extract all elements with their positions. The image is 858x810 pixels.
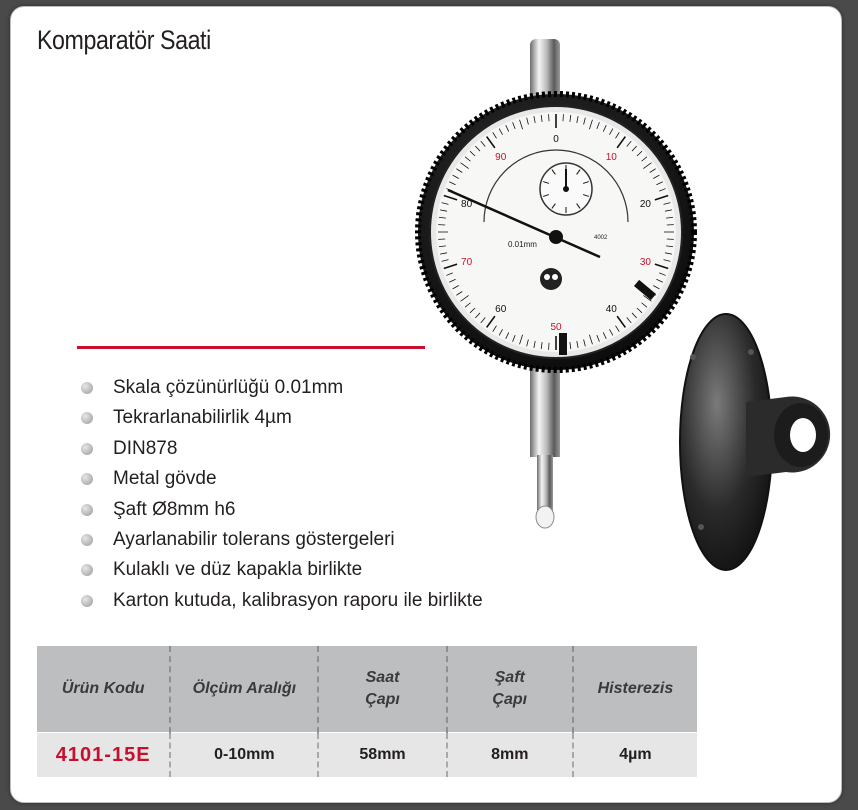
- grey-dot-icon: [81, 564, 93, 576]
- dial-number: 70: [461, 257, 473, 269]
- page-title: Komparatör Saati: [37, 25, 211, 55]
- cell-dial-diameter: 58mm: [318, 733, 446, 778]
- back-cover: [680, 314, 830, 570]
- dial-number: 10: [605, 151, 617, 163]
- dial-number: 60: [495, 304, 507, 316]
- grey-dot-icon: [81, 443, 93, 455]
- list-item: Kulaklı ve düz kapakla birlikte: [81, 555, 483, 585]
- dial-range-label: 0.01mm: [508, 240, 537, 249]
- list-item: Skala çözünürlüğü 0.01mm: [81, 373, 483, 403]
- grey-dot-icon: [81, 534, 93, 546]
- cell-product-code: 4101-15E: [37, 733, 170, 778]
- header-hysteresis: Histerezis: [573, 646, 697, 733]
- list-item: Tekrarlanabilirlik 4µm: [81, 403, 483, 433]
- feature-list: [81, 373, 483, 616]
- grey-dot-icon: [81, 382, 93, 394]
- grey-dot-icon: [81, 473, 93, 485]
- grey-dot-icon: [81, 412, 93, 424]
- dial-number: 80: [461, 198, 473, 210]
- list-item: Şaft Ø8mm h6: [81, 495, 483, 525]
- header-shaft-diameter: Şaft Çapı: [447, 646, 573, 733]
- header-dial-diameter: Saat Çapı: [318, 646, 446, 733]
- dial-number: 0: [553, 134, 559, 145]
- dial-number: 90: [495, 151, 507, 163]
- owl-logo-icon: [540, 268, 562, 290]
- grey-dot-icon: [81, 504, 93, 516]
- tolerance-marker: [559, 333, 567, 355]
- header-measuring-range: Ölçüm Aralığı: [170, 646, 318, 733]
- list-item: Metal gövde: [81, 464, 483, 494]
- list-item: Karton kutuda, kalibrasyon raporu ile birlikte: [81, 586, 483, 616]
- list-item: DIN878: [81, 434, 483, 464]
- dial-brand-tag: 4002: [594, 235, 608, 241]
- product-card: [10, 6, 842, 803]
- dial-number: 30: [639, 257, 651, 269]
- dial-number: 50: [550, 322, 562, 333]
- cell-hysteresis: 4µm: [573, 733, 697, 778]
- contact-point: [536, 506, 554, 528]
- header-product-code: Ürün Kodu: [37, 646, 170, 733]
- list-item: Ayarlanabilir tolerans göstergeleri: [81, 525, 483, 555]
- dial-number: 20: [639, 198, 651, 210]
- accent-divider: [77, 346, 425, 349]
- dial-number: 40: [605, 304, 617, 316]
- cell-measuring-range: 0-10mm: [170, 733, 318, 778]
- table-header-row: [37, 646, 697, 733]
- cell-shaft-diameter: 8mm: [447, 733, 573, 778]
- table-row: [37, 733, 697, 778]
- grey-dot-icon: [81, 595, 93, 607]
- spec-table: [37, 646, 697, 777]
